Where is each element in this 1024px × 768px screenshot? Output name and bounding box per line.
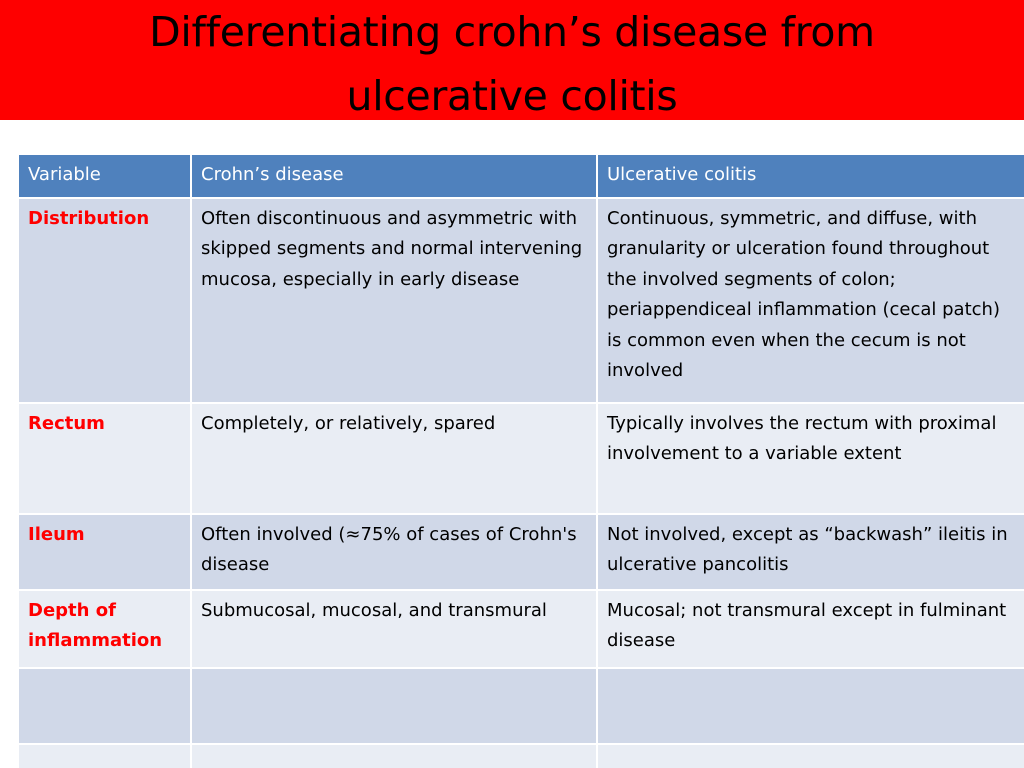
cell-variable: Distribution <box>18 198 191 403</box>
table-header-row <box>18 154 1024 198</box>
cell-crohns <box>191 668 597 744</box>
cell-ulcerative-colitis <box>597 744 1024 768</box>
cell-ulcerative-colitis: Continuous, symmetric, and diffuse, with granularity or ulceration found throughout the involved segments of colon; periappendiceal inflammation (cecal patch) is common even when the cecum is not involved <box>597 198 1024 403</box>
cell-variable <box>18 668 191 744</box>
cell-crohns: Often discontinuous and asymmetric with skipped segments and normal intervening mucosa, especially in early disease <box>191 198 597 403</box>
slide-title-line-2: ulcerative colitis <box>346 72 678 120</box>
cell-crohns: Often involved (≈75% of cases of Crohn's disease <box>191 514 597 590</box>
cell-variable <box>18 744 191 768</box>
table-row-ileum <box>18 514 1024 590</box>
comparison-table <box>17 153 1024 768</box>
header-ulcerative-colitis: Ulcerative colitis <box>597 154 1024 198</box>
table-row-rectum <box>18 403 1024 514</box>
table-row-empty <box>18 668 1024 744</box>
header-crohns-disease: Crohn’s disease <box>191 154 597 198</box>
cell-variable: Ileum <box>18 514 191 590</box>
cell-crohns: Completely, or relatively, spared <box>191 403 597 514</box>
cell-ulcerative-colitis <box>597 668 1024 744</box>
slide-title-line-1: Differentiating crohn’s disease from <box>149 8 875 56</box>
table-row-distribution <box>18 198 1024 403</box>
comparison-table-container <box>17 153 1024 768</box>
cell-variable: Depth of inflammation <box>18 590 191 668</box>
cell-crohns: Submucosal, mucosal, and transmural <box>191 590 597 668</box>
cell-ulcerative-colitis: Not involved, except as “backwash” ileitis in ulcerative pancolitis <box>597 514 1024 590</box>
cell-crohns <box>191 744 597 768</box>
cell-ulcerative-colitis: Mucosal; not transmural except in fulminant disease <box>597 590 1024 668</box>
slide-title <box>0 0 1024 120</box>
header-variable: Variable <box>18 154 191 198</box>
table-row-empty <box>18 744 1024 768</box>
cell-variable: Rectum <box>18 403 191 514</box>
cell-ulcerative-colitis: Typically involves the rectum with proximal involvement to a variable extent <box>597 403 1024 514</box>
table-row-depth-of-inflammation <box>18 590 1024 668</box>
